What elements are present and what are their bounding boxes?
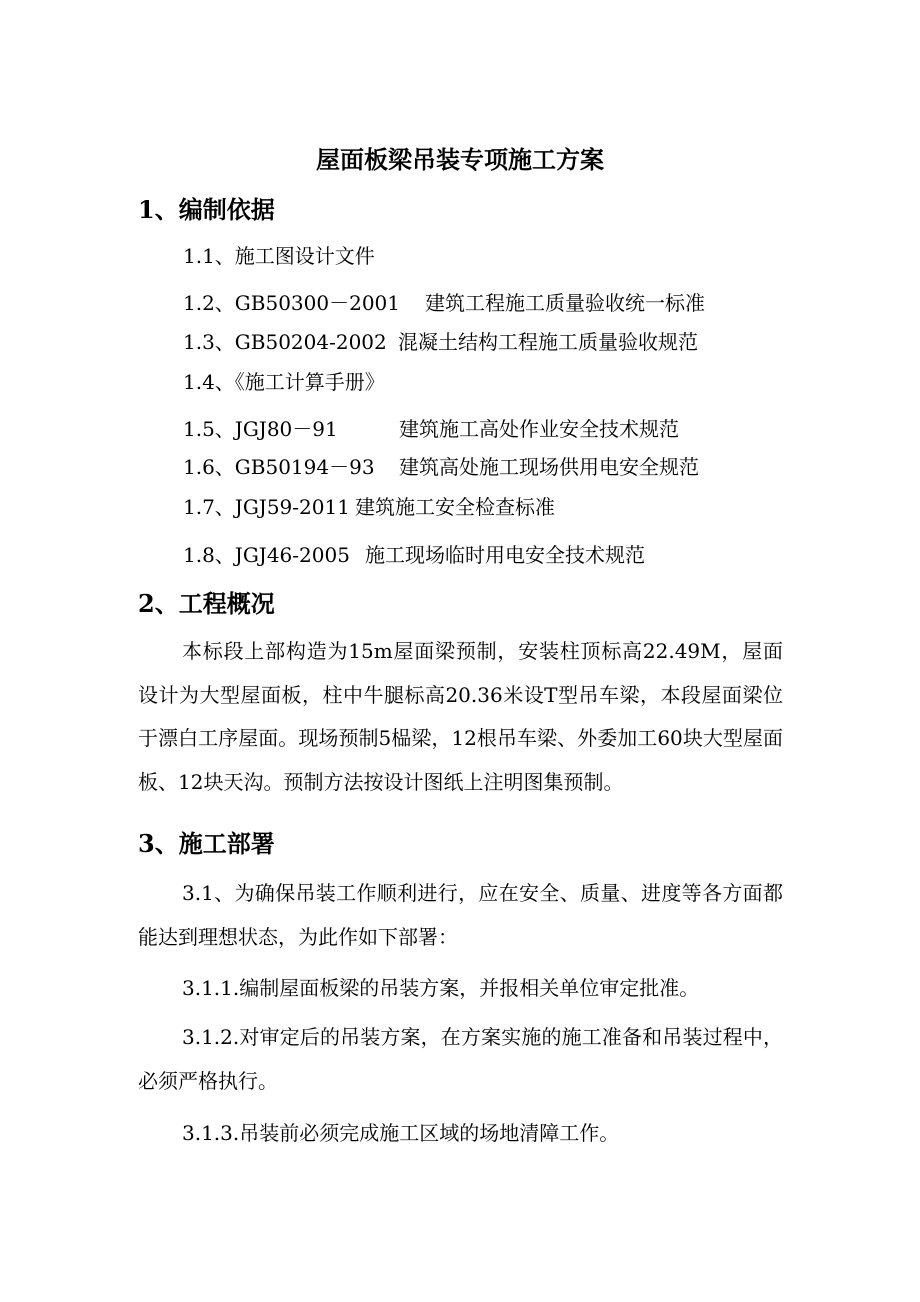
reference-item: [183, 414, 679, 444]
reference-code: 1.2、GB50300－2001: [183, 291, 401, 315]
reference-code: 1.7、JGJ59-2011: [183, 495, 350, 519]
reference-item: [183, 452, 699, 482]
deployment-paragraph: 3.1、为确保吊装工作顺利进行，应在安全、质量、进度等各方面都能达到理想状态，为此作如下部署：: [138, 881, 783, 949]
reference-code: 1.6、GB50194－93: [183, 455, 375, 479]
deployment-paragraph: 3.1.2.对审定后的吊装方案，在方案实施的施工准备和吊装过程中，必须严格执行。: [138, 1025, 783, 1093]
deployment-paragraph: 3.1.1.编制屋面板梁的吊装方案，并报相关单位审定批准。: [182, 976, 700, 1000]
deployment-paragraph: 3.1.3.吊装前必须完成施工区域的场地清障工作。: [182, 1121, 620, 1145]
reference-name: 建筑施工安全检查标准: [355, 495, 555, 519]
reference-name: 混凝土结构工程施工质量验收规范: [398, 330, 698, 354]
reference-item: [183, 367, 385, 397]
reference-code: 1.8、JGJ46-2005: [183, 543, 350, 567]
reference-name: 建筑高处施工现场供用电安全规范: [399, 455, 699, 479]
section-heading-3: 3、施工部署: [138, 829, 275, 858]
section-heading-1: 1、编制依据: [138, 195, 275, 224]
reference-name: 施工现场临时用电安全技术规范: [365, 543, 645, 567]
reference-item: [183, 288, 705, 318]
reference-name: 建筑施工高处作业安全技术规范: [399, 417, 679, 441]
overview-paragraph: 本标段上部构造为15m屋面梁预制，安装柱顶标高22.49M，屋面设计为大型屋面板，柱中牛腿标高20.36米设T型吊车梁，本段屋面梁位于漂白工序屋面。现场预制5榀梁，12根吊车梁、外委加工60块大型屋面板、12块天沟。预制方法按设计图纸上注明图集预制。: [138, 639, 783, 794]
reference-code: 1.1、施工图设计文件: [183, 244, 375, 268]
reference-item: [183, 327, 698, 357]
reference-code: 1.4、《施工计算手册》: [183, 370, 385, 394]
document-title: 屋面板梁吊装专项施工方案: [316, 145, 604, 174]
reference-code: 1.5、JGJ80－91: [183, 417, 338, 441]
reference-code: 1.3、GB50204-2002: [183, 330, 387, 354]
reference-item: [183, 492, 555, 522]
reference-name: 建筑工程施工质量验收统一标准: [425, 291, 705, 315]
reference-item: [183, 540, 645, 570]
reference-item: [183, 241, 375, 271]
section-heading-2: 2、工程概况: [138, 589, 275, 618]
